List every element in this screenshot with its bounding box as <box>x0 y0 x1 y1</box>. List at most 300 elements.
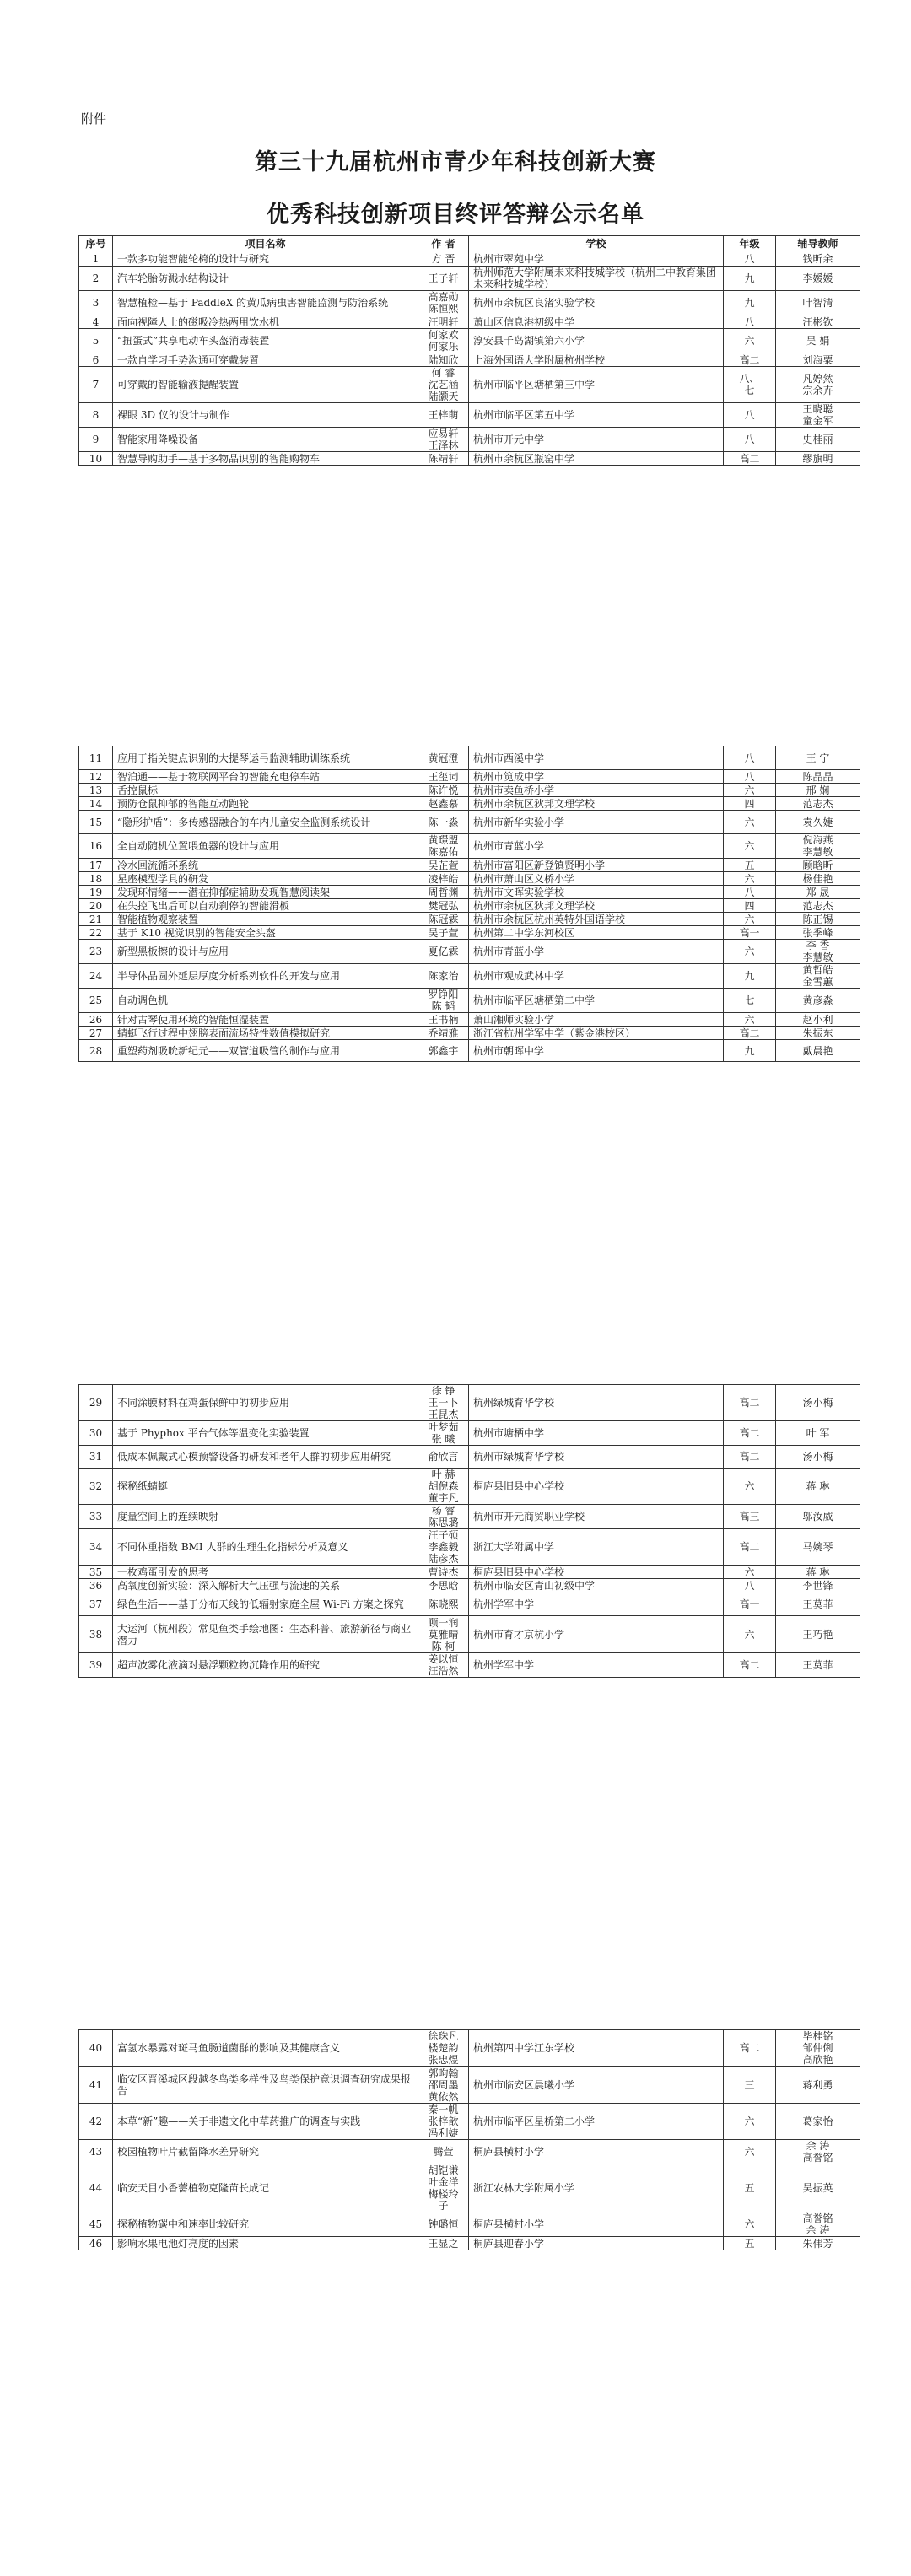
author-names: 赵鑫慕 <box>418 797 469 811</box>
author-names: 陈家治 <box>418 964 469 989</box>
row-number: 27 <box>79 1027 113 1040</box>
table-row <box>79 899 860 913</box>
row-number: 20 <box>79 899 113 913</box>
table-row <box>79 989 860 1013</box>
author-names: 陈一淼 <box>418 811 469 834</box>
author-names: 陈靖轩 <box>418 452 469 466</box>
author-names: 腾萱 <box>418 2140 469 2164</box>
author-names: 罗铮阳 陈 韬 <box>418 989 469 1013</box>
row-number: 38 <box>79 1616 113 1653</box>
table-row <box>79 886 860 899</box>
roster-table-section-4 <box>78 2029 860 2250</box>
school-name: 萧山湘师实验小学 <box>469 1013 724 1027</box>
advisor-names: 汤小梅 <box>776 1446 860 1469</box>
school-name: 杭州市朝晖中学 <box>469 1040 724 1062</box>
project-name: 新型黑板擦的设计与应用 <box>113 940 418 964</box>
project-name: 应用于指关键点识别的大提琴运弓监测辅助训练系统 <box>113 746 418 770</box>
table-row <box>79 452 860 466</box>
row-number: 40 <box>79 2030 113 2067</box>
table-row <box>79 353 860 367</box>
table-row <box>79 784 860 797</box>
grade: 四 <box>724 797 776 811</box>
project-name: 影响水果电池灯亮度的因素 <box>113 2237 418 2250</box>
advisor-names: 李媛媛 <box>776 267 860 291</box>
row-number: 7 <box>79 367 113 403</box>
row-number: 41 <box>79 2067 113 2104</box>
row-number: 30 <box>79 1421 113 1446</box>
page-subtitle: 优秀科技创新项目终评答辩公示名单 <box>267 202 644 228</box>
advisor-names: 邬汝威 <box>776 1505 860 1529</box>
school-name: 桐庐县横村小学 <box>469 2212 724 2237</box>
author-names: 凌梓皓 <box>418 872 469 886</box>
grade: 八 <box>724 746 776 770</box>
project-name: 超声波雾化液滴对悬浮颗粒物沉降作用的研究 <box>113 1653 418 1678</box>
school-name: 桐庐县迎春小学 <box>469 2237 724 2250</box>
table-row <box>79 1421 860 1446</box>
row-number: 36 <box>79 1579 113 1592</box>
school-name: 杭州市绿城育华学校 <box>469 1446 724 1469</box>
author-names: 乔靖雅 <box>418 1027 469 1040</box>
table-row <box>79 2164 860 2212</box>
advisor-names: 郑 晟 <box>776 886 860 899</box>
school-name: 杭州市卖鱼桥小学 <box>469 784 724 797</box>
school-name: 杭州市文晖实验学校 <box>469 886 724 899</box>
advisor-names: 李世锋 <box>776 1579 860 1592</box>
grade: 九 <box>724 291 776 315</box>
advisor-names: 蒋 琳 <box>776 1469 860 1505</box>
table-row <box>79 2140 860 2164</box>
table-row <box>79 746 860 770</box>
author-names: 郭昫翰 邵周墨 黄依然 <box>418 2067 469 2104</box>
advisor-names: 黄哲皓 金雪蕙 <box>776 964 860 989</box>
table-row <box>79 2104 860 2140</box>
author-names: 黄璟盟 陈嘉佑 <box>418 834 469 859</box>
advisor-names: 李 香 李慧敏 <box>776 940 860 964</box>
advisor-names: 毕桂铭 邹仲俐 高欣艳 <box>776 2030 860 2067</box>
advisor-names: 袁久婕 <box>776 811 860 834</box>
advisor-names: 葛家怡 <box>776 2104 860 2140</box>
school-name: 杭州市开元中学 <box>469 428 724 452</box>
author-names: 徐 铮 王一卜 王昆杰 <box>418 1385 469 1421</box>
project-name: 校园植物叶片截留降水差异研究 <box>113 2140 418 2164</box>
author-names: 郭鑫宇 <box>418 1040 469 1062</box>
project-name: 预防仓鼠抑郁的智能互动跑轮 <box>113 797 418 811</box>
row-number: 33 <box>79 1505 113 1529</box>
row-number: 28 <box>79 1040 113 1062</box>
school-name: 杭州市临平区塘栖第三中学 <box>469 367 724 403</box>
advisor-names: 张季峰 <box>776 926 860 940</box>
row-number: 39 <box>79 1653 113 1678</box>
row-number: 15 <box>79 811 113 834</box>
grade: 高一 <box>724 1592 776 1616</box>
row-number: 34 <box>79 1529 113 1566</box>
school-name: 上海外国语大学附属杭州学校 <box>469 353 724 367</box>
school-name: 杭州市余杭区杭州英特外国语学校 <box>469 913 724 926</box>
school-name: 桐庐县旧县中心学校 <box>469 1566 724 1579</box>
school-name: 桐庐县旧县中心学校 <box>469 1469 724 1505</box>
advisor-names: 黄彦淼 <box>776 989 860 1013</box>
school-name: 杭州第二中学东河校区 <box>469 926 724 940</box>
roster-table-section-2 <box>78 746 860 1062</box>
row-number: 45 <box>79 2212 113 2237</box>
grade: 六 <box>724 811 776 834</box>
author-names: 徐珠凡 楼楚韵 张忠煜 <box>418 2030 469 2067</box>
author-names: 黄冠澄 <box>418 746 469 770</box>
author-names: 吴芷萱 <box>418 859 469 872</box>
grade: 九 <box>724 267 776 291</box>
table-row <box>79 1529 860 1566</box>
project-name: 可穿戴的智能输液提醒装置 <box>113 367 418 403</box>
advisor-names: 邢 娴 <box>776 784 860 797</box>
school-name: 杭州市萧山区义桥小学 <box>469 872 724 886</box>
row-number: 42 <box>79 2104 113 2140</box>
table-row <box>79 859 860 872</box>
row-number: 3 <box>79 291 113 315</box>
column-header: 年级 <box>724 236 776 251</box>
advisor-names: 叶智清 <box>776 291 860 315</box>
author-names: 李思晗 <box>418 1579 469 1592</box>
grade: 高二 <box>724 1385 776 1421</box>
advisor-names: 刘海粟 <box>776 353 860 367</box>
project-name: 舌控鼠标 <box>113 784 418 797</box>
project-name: 蜻蜓飞行过程中翅膀表面流场特性数值模拟研究 <box>113 1027 418 1040</box>
row-number: 21 <box>79 913 113 926</box>
school-name: 杭州绿城育华学校 <box>469 1385 724 1421</box>
project-name: 低成本佩戴式心模预警设备的研发和老年人群的初步应用研究 <box>113 1446 418 1469</box>
advisor-names: 吴 娟 <box>776 329 860 353</box>
advisor-names: 马婉琴 <box>776 1529 860 1566</box>
table-row <box>79 926 860 940</box>
column-header: 辅导教师 <box>776 236 860 251</box>
advisor-names: 朱振东 <box>776 1027 860 1040</box>
author-names: 陈许悦 <box>418 784 469 797</box>
school-name: 杭州市开元商贸职业学校 <box>469 1505 724 1529</box>
advisor-names: 王晓聪 童金军 <box>776 403 860 428</box>
row-number: 37 <box>79 1592 113 1616</box>
grade: 六 <box>724 2104 776 2140</box>
school-name: 杭州第四中学江东学校 <box>469 2030 724 2067</box>
grade: 高二 <box>724 1653 776 1678</box>
table-row <box>79 403 860 428</box>
table-row <box>79 329 860 353</box>
author-names: 夏亿霖 <box>418 940 469 964</box>
author-names: 胡铠谦 叶金洋 梅楼玲 子 <box>418 2164 469 2212</box>
project-name: 裸眼 3D 仪的设计与制作 <box>113 403 418 428</box>
row-number: 26 <box>79 1013 113 1027</box>
row-number: 43 <box>79 2140 113 2164</box>
row-number: 44 <box>79 2164 113 2212</box>
grade: 五 <box>724 2164 776 2212</box>
school-name: 杭州市余杭区狄邦文理学校 <box>469 899 724 913</box>
advisor-names: 缪旗明 <box>776 452 860 466</box>
table-row <box>79 1027 860 1040</box>
advisor-names: 陈正锡 <box>776 913 860 926</box>
row-number: 4 <box>79 315 113 329</box>
author-names: 吴子萱 <box>418 926 469 940</box>
author-names: 何家欢 何家乐 <box>418 329 469 353</box>
project-name: 临安天目小香薷植物克隆苗长成记 <box>113 2164 418 2212</box>
table-row <box>79 770 860 784</box>
grade: 七 <box>724 989 776 1013</box>
advisor-names: 杨佳艳 <box>776 872 860 886</box>
project-name: “隐形护盾”：多传感器融合的车内儿童安全监测系统设计 <box>113 811 418 834</box>
grade: 高三 <box>724 1505 776 1529</box>
author-names: 王玺词 <box>418 770 469 784</box>
grade: 四 <box>724 899 776 913</box>
advisor-names: 余 涛 高誉铭 <box>776 2140 860 2164</box>
project-name: 一款多功能智能轮椅的设计与研究 <box>113 251 418 267</box>
grade: 六 <box>724 1566 776 1579</box>
author-names: 王梓萌 <box>418 403 469 428</box>
project-name: “扭蛋式”共享电动车头盔消毒装置 <box>113 329 418 353</box>
row-number: 35 <box>79 1566 113 1579</box>
row-number: 1 <box>79 251 113 267</box>
table-row <box>79 1013 860 1027</box>
school-name: 杭州市翠苑中学 <box>469 251 724 267</box>
school-name: 萧山区信息港初级中学 <box>469 315 724 329</box>
project-name: 大运河（杭州段）常见鱼类手绘地图：生态科普、旅游新径与商业潜力 <box>113 1616 418 1653</box>
table-row <box>79 964 860 989</box>
school-name: 杭州市育才京杭小学 <box>469 1616 724 1653</box>
grade: 六 <box>724 913 776 926</box>
school-name: 杭州市余杭区良渚实验学校 <box>469 291 724 315</box>
advisor-names: 朱伟芳 <box>776 2237 860 2250</box>
grade: 六 <box>724 1616 776 1653</box>
author-names: 叶 赫 胡倪森 董宇凡 <box>418 1469 469 1505</box>
project-name: 智能家用降噪设备 <box>113 428 418 452</box>
grade: 六 <box>724 2212 776 2237</box>
author-names: 钟璐恒 <box>418 2212 469 2237</box>
author-names: 顾一润 莫雅晴 陈 柯 <box>418 1616 469 1653</box>
row-number: 5 <box>79 329 113 353</box>
table-row <box>79 1505 860 1529</box>
row-number: 8 <box>79 403 113 428</box>
author-names: 叶梦茹 张 曦 <box>418 1421 469 1446</box>
school-name: 杭州市富阳区新登镇贤明小学 <box>469 859 724 872</box>
grade: 八 <box>724 403 776 428</box>
project-name: 自动调色机 <box>113 989 418 1013</box>
author-names: 陈冠霖 <box>418 913 469 926</box>
row-number: 2 <box>79 267 113 291</box>
project-name: 发现环情绪——潜在抑郁症辅助发现智慧阅读架 <box>113 886 418 899</box>
grade: 高二 <box>724 1027 776 1040</box>
grade: 八 <box>724 1579 776 1592</box>
school-name: 杭州市塘栖中学 <box>469 1421 724 1446</box>
author-names: 陈晓熙 <box>418 1592 469 1616</box>
table-header-row <box>79 236 860 251</box>
advisor-names: 钱昕余 <box>776 251 860 267</box>
advisor-names: 汤小梅 <box>776 1385 860 1421</box>
grade: 高二 <box>724 1421 776 1446</box>
project-name: 不同体重指数 BMI 人群的生理生化指标分析及意义 <box>113 1529 418 1566</box>
school-name: 杭州市青蓝小学 <box>469 834 724 859</box>
school-name: 杭州市临平区星桥第二小学 <box>469 2104 724 2140</box>
advisor-names: 范志杰 <box>776 797 860 811</box>
project-name: 基于 K10 视觉识别的智能安全头盔 <box>113 926 418 940</box>
author-names: 应易轩 王泽林 <box>418 428 469 452</box>
page-title: 第三十九届杭州市青少年科技创新大赛 <box>255 149 656 175</box>
row-number: 12 <box>79 770 113 784</box>
table-row <box>79 811 860 834</box>
row-number: 25 <box>79 989 113 1013</box>
grade: 九 <box>724 964 776 989</box>
grade: 六 <box>724 872 776 886</box>
school-name: 杭州学军中学 <box>469 1653 724 1678</box>
table-row <box>79 1040 860 1062</box>
advisor-names: 蒋利勇 <box>776 2067 860 2104</box>
school-name: 杭州市青蓝小学 <box>469 940 724 964</box>
author-names: 樊冠弘 <box>418 899 469 913</box>
advisor-names: 顾晗昕 <box>776 859 860 872</box>
advisor-names: 范志杰 <box>776 899 860 913</box>
project-name: 高氧度创新实验：深入解析大气压强与流速的关系 <box>113 1579 418 1592</box>
project-name: 探秘植物碳中和速率比较研究 <box>113 2212 418 2237</box>
project-name: 基于 Phyphox 平台气体等温变化实验装置 <box>113 1421 418 1446</box>
grade: 八 <box>724 428 776 452</box>
row-number: 31 <box>79 1446 113 1469</box>
grade: 六 <box>724 329 776 353</box>
school-name: 杭州市临平区第五中学 <box>469 403 724 428</box>
author-names: 何 睿 沈艺涵 陆灏天 <box>418 367 469 403</box>
grade: 高二 <box>724 1529 776 1566</box>
table-row <box>79 367 860 403</box>
advisor-names: 史桂丽 <box>776 428 860 452</box>
school-name: 杭州市观成武林中学 <box>469 964 724 989</box>
advisor-names: 凡婷然 宗余卉 <box>776 367 860 403</box>
school-name: 杭州市临安区青山初级中学 <box>469 1579 724 1592</box>
project-name: 绿色生活——基于分布天线的低辐射家庭全屋 Wi-Fi 方案之探究 <box>113 1592 418 1616</box>
advisor-names: 王 宁 <box>776 746 860 770</box>
table-row <box>79 1592 860 1616</box>
table-row <box>79 1566 860 1579</box>
grade: 高二 <box>724 2030 776 2067</box>
author-names: 高嘉勋 陈恒熙 <box>418 291 469 315</box>
author-names: 汪子硕 李鑫毅 陆彦杰 <box>418 1529 469 1566</box>
grade: 高一 <box>724 926 776 940</box>
table-row <box>79 797 860 811</box>
grade: 高二 <box>724 1446 776 1469</box>
column-header: 作 者 <box>418 236 469 251</box>
author-names: 王显之 <box>418 2237 469 2250</box>
table-row <box>79 1579 860 1592</box>
project-name: 冷水回流循环系统 <box>113 859 418 872</box>
row-number: 32 <box>79 1469 113 1505</box>
school-name: 浙江省杭州学军中学（紫金港校区） <box>469 1027 724 1040</box>
table-row <box>79 291 860 315</box>
table-row <box>79 267 860 291</box>
row-number: 14 <box>79 797 113 811</box>
column-header: 项目名称 <box>113 236 418 251</box>
school-name: 杭州市余杭区瓶窑中学 <box>469 452 724 466</box>
row-number: 13 <box>79 784 113 797</box>
project-name: 重塑药剂吸吮新纪元——双管道吸管的制作与应用 <box>113 1040 418 1062</box>
advisor-names: 叶 军 <box>776 1421 860 1446</box>
grade: 八 <box>724 315 776 329</box>
roster-table-section-1 <box>78 235 860 466</box>
grade: 六 <box>724 1013 776 1027</box>
school-name: 杭州市笕成中学 <box>469 770 724 784</box>
grade: 六 <box>724 2140 776 2164</box>
table-row <box>79 913 860 926</box>
grade: 八、 七 <box>724 367 776 403</box>
grade: 三 <box>724 2067 776 2104</box>
row-number: 18 <box>79 872 113 886</box>
school-name: 杭州师范大学附属未来科技城学校（杭州二中教育集团未来科技城学校） <box>469 267 724 291</box>
project-name: 智能植物观察装置 <box>113 913 418 926</box>
author-names: 杨 睿 陈思璐 <box>418 1505 469 1529</box>
row-number: 6 <box>79 353 113 367</box>
grade: 八 <box>724 251 776 267</box>
table-row <box>79 1385 860 1421</box>
author-names: 曹诗杰 <box>418 1566 469 1579</box>
advisor-names: 王莫菲 <box>776 1653 860 1678</box>
project-name: 智慧导购助手—基于多物品识别的智能购物车 <box>113 452 418 466</box>
table-row <box>79 1469 860 1505</box>
author-names: 俞欣言 <box>418 1446 469 1469</box>
table-row <box>79 428 860 452</box>
row-number: 22 <box>79 926 113 940</box>
project-name: 智慧植检—基于 PaddleX 的黄瓜病虫害智能监测与防治系统 <box>113 291 418 315</box>
table-row <box>79 872 860 886</box>
row-number: 11 <box>79 746 113 770</box>
advisor-names: 汪彬钦 <box>776 315 860 329</box>
school-name: 桐庐县横村小学 <box>469 2140 724 2164</box>
project-name: 本草“新”趣——关于非遗文化中草药推广的调查与实践 <box>113 2104 418 2140</box>
project-name: 半导体晶圆外延层厚度分析系列软件的开发与应用 <box>113 964 418 989</box>
row-number: 23 <box>79 940 113 964</box>
project-name: 全自动随机位置喂鱼器的设计与应用 <box>113 834 418 859</box>
school-name: 淳安县千岛湖镇第六小学 <box>469 329 724 353</box>
project-name: 在失控飞出后可以自动刹停的智能滑板 <box>113 899 418 913</box>
project-name: 探秘纸蜻蜓 <box>113 1469 418 1505</box>
advisor-names: 倪海燕 李慧敏 <box>776 834 860 859</box>
row-number: 10 <box>79 452 113 466</box>
project-name: 不同涂膜材料在鸡蛋保鲜中的初步应用 <box>113 1385 418 1421</box>
row-number: 16 <box>79 834 113 859</box>
school-name: 杭州市临平区塘栖第二中学 <box>469 989 724 1013</box>
grade: 高二 <box>724 452 776 466</box>
project-name: 汽车轮胎防溅水结构设计 <box>113 267 418 291</box>
advisor-names: 赵小利 <box>776 1013 860 1027</box>
row-number: 9 <box>79 428 113 452</box>
table-row <box>79 2067 860 2104</box>
table-row <box>79 834 860 859</box>
grade: 八 <box>724 770 776 784</box>
grade: 高二 <box>724 353 776 367</box>
advisor-names: 吴振英 <box>776 2164 860 2212</box>
roster-table-section-3 <box>78 1384 860 1678</box>
project-name: 富氢水暴露对斑马鱼肠道菌群的影响及其健康含义 <box>113 2030 418 2067</box>
author-names: 汪明轩 <box>418 315 469 329</box>
table-row <box>79 1446 860 1469</box>
row-number: 19 <box>79 886 113 899</box>
column-header: 学校 <box>469 236 724 251</box>
grade: 八 <box>724 886 776 899</box>
author-names: 王书楠 <box>418 1013 469 1027</box>
table-row <box>79 2212 860 2237</box>
author-names: 周哲渊 <box>418 886 469 899</box>
advisor-names: 王莫菲 <box>776 1592 860 1616</box>
project-name: 一枚鸡蛋引发的思考 <box>113 1566 418 1579</box>
grade: 六 <box>724 940 776 964</box>
author-names: 方 晋 <box>418 251 469 267</box>
advisor-names: 王巧艳 <box>776 1616 860 1653</box>
project-name: 临安区晋溪城区段越冬鸟类多样性及鸟类保护意识调查研究成果报告 <box>113 2067 418 2104</box>
project-name: 星座模型学具的研发 <box>113 872 418 886</box>
school-name: 杭州市新华实验小学 <box>469 811 724 834</box>
author-names: 王子轩 <box>418 267 469 291</box>
advisor-names: 蒋 琳 <box>776 1566 860 1579</box>
